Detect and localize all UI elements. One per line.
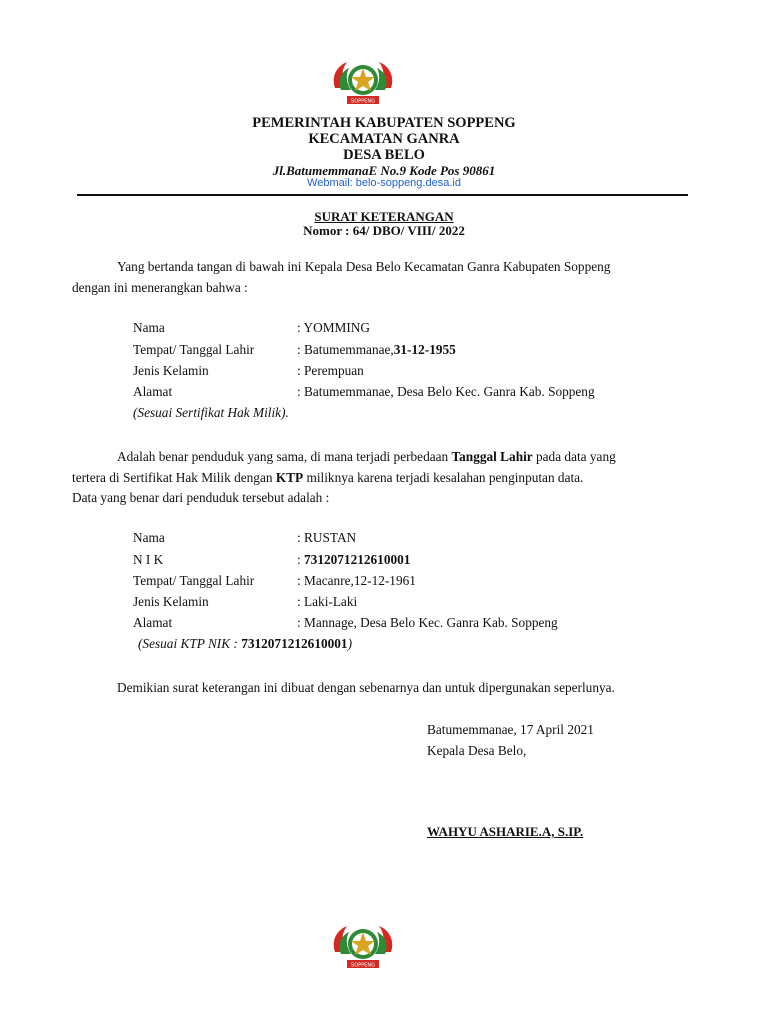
- person1-label-name: Nama: [133, 320, 165, 335]
- person2-label-birth: Tempat/ Tanggal Lahir: [133, 573, 255, 588]
- person2-label-name: Nama: [133, 530, 165, 545]
- webmail-link[interactable]: belo-soppeng.desa.id: [355, 177, 461, 189]
- person1-label-gender: Jenis Kelamin: [133, 363, 209, 378]
- person2-label-gender: Jenis Kelamin: [133, 594, 209, 609]
- letter-title: SURAT KETERANGAN: [314, 209, 454, 224]
- intro-line-2: dengan ini menerangkan bahwa :: [72, 280, 248, 295]
- person1-value-address: : Batumemmanae, Desa Belo Kec. Ganra Kab. Soppeng: [297, 384, 595, 399]
- middle-line-3: Data yang benar dari penduduk tersebut adalah :: [72, 490, 330, 505]
- webmail-label: Webmail:: [307, 177, 356, 189]
- person1-label-address: Alamat: [133, 384, 173, 399]
- person1-value-gender: : Perempuan: [297, 363, 364, 378]
- person1-note: (Sesuai Sertifikat Hak Milik).: [133, 405, 289, 420]
- emblem-icon: [327, 58, 399, 110]
- header-district: KECAMATAN GANRA: [308, 131, 460, 147]
- closing-statement: Demikian surat keterangan ini dibuat dengan sebenarnya dan untuk dipergunakan seperlunya.: [117, 680, 615, 695]
- person2-label-address: Alamat: [133, 615, 173, 630]
- header-address: Jl.BatumemmanaE No.9 Kode Pos 90861: [272, 163, 496, 178]
- signature-position: Kepala Desa Belo,: [427, 743, 527, 758]
- village-emblem-bottom: [327, 922, 399, 974]
- signature-place-date: Batumemmanae, 17 April 2021: [427, 722, 594, 737]
- header-village: DESA BELO: [343, 147, 425, 163]
- letter-number: Nomor : 64/ DBO/ VIII/ 2022: [303, 223, 465, 238]
- person2-value-nik: : 7312071212610001: [297, 552, 411, 567]
- middle-line-2: tertera di Sertifikat Hak Milik dengan KTP miliknya karena terjadi kesalahan penginputan data.: [72, 470, 584, 485]
- header-divider: [77, 194, 688, 196]
- header-government: PEMERINTAH KABUPATEN SOPPENG: [252, 115, 516, 131]
- person2-value-address: : Mannage, Desa Belo Kec. Ganra Kab. Soppeng: [297, 615, 558, 630]
- person1-value-name: : YOMMING: [297, 320, 371, 335]
- person2-value-birth: : Macanre,12-12-1961: [297, 573, 416, 588]
- emblem-stamp-icon: [327, 922, 399, 974]
- signature-name: WAHYU ASHARIE.A, S.IP.: [427, 824, 584, 839]
- person1-value-birth: : Batumemmanae,31-12-1955: [297, 342, 456, 357]
- person1-label-birth: Tempat/ Tanggal Lahir: [133, 342, 255, 357]
- header-webmail: [0, 177, 768, 189]
- middle-line-1: Adalah benar penduduk yang sama, di mana terjadi perbedaan Tanggal Lahir pada data yang: [117, 449, 616, 464]
- intro-line-1: Yang bertanda tangan di bawah ini Kepala Desa Belo Kecamatan Ganra Kabupaten Soppeng: [117, 259, 611, 274]
- svg-text:SOPPENG: SOPPENG: [351, 98, 375, 105]
- person2-value-gender: : Laki-Laki: [297, 594, 358, 609]
- village-emblem-top: [327, 58, 399, 110]
- person2-value-name: : RUSTAN: [297, 530, 357, 545]
- person2-label-nik: N I K: [133, 552, 164, 567]
- svg-text:SOPPENG: SOPPENG: [351, 962, 375, 969]
- person2-note: (Sesuai KTP NIK : 7312071212610001): [138, 636, 352, 651]
